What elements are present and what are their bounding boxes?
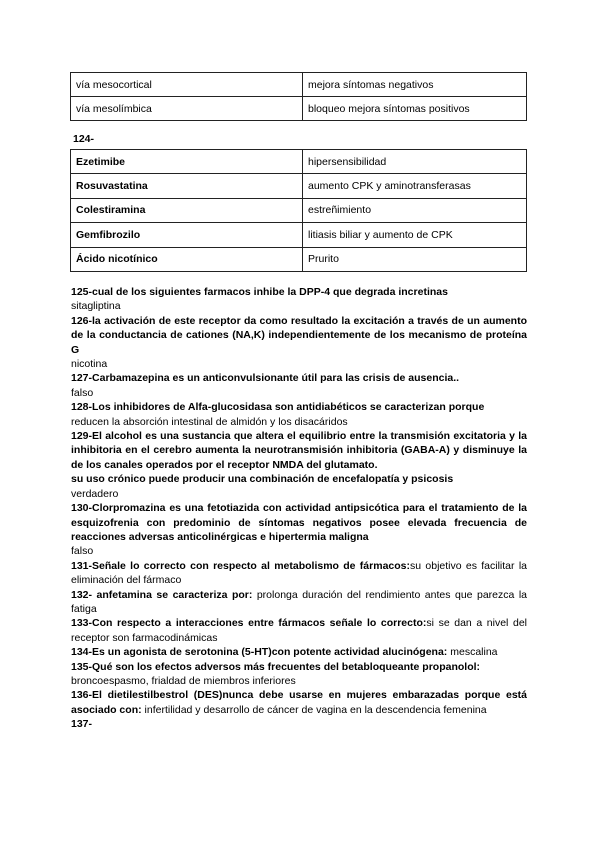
table-dopamine-pathways — [70, 72, 527, 121]
table-cell: hipersensibilidad — [303, 150, 527, 174]
table-cell: litiasis biliar y aumento de CPK — [303, 223, 527, 247]
table-row — [71, 97, 527, 121]
question-133-text: 133-Con respecto a interacciones entre fármacos señale lo correcto: — [71, 617, 427, 630]
question-129: 129-El alcohol es una sustancia que altera el equilibrio entre la transmisión excitatoria y la inhibitoria en el cerebro aumenta la neurotransmisión inhibitoria (GABA-A) y disminuye la de los canales operados por el receptor NMDA del glutamato. — [71, 430, 527, 471]
question-124-number: 124- — [73, 133, 95, 145]
question-127: 127-Carbamazepina es un anticonvulsionante útil para las crisis de ausencia.. — [71, 372, 460, 385]
table-cell: Prurito — [303, 247, 527, 271]
questions-list — [71, 285, 527, 732]
table-hypolipidemics — [70, 149, 527, 272]
answer-132: prolonga duración del rendimiento antes que parezca la fatiga — [71, 588, 527, 615]
answer-134: mescalina — [447, 646, 498, 659]
table-cell: vía mesocortical — [71, 73, 303, 97]
answer-129: verdadero — [71, 487, 119, 500]
answer-125: sitagliptina — [71, 300, 121, 313]
question-128: 128-Los inhibidores de Alfa-glucosidasa son antidiabéticos se caracterizan porque — [71, 401, 485, 414]
table-cell: bloqueo mejora síntomas positivos — [303, 97, 527, 121]
question-126: 126-la activación de este receptor da como resultado la excitación a través de un aumento de la conductancia de cationes (NA,K) independientemente de los mecanismo de proteína G — [71, 314, 527, 356]
question-134 — [71, 645, 527, 659]
table-cell: Gemfibrozilo — [71, 223, 303, 247]
table-cell: Ezetimibe — [71, 150, 303, 174]
table-cell: estreñimiento — [303, 198, 527, 222]
table-row — [71, 247, 527, 271]
answer-126: nicotina — [71, 358, 108, 371]
answer-131: su objetivo es facilitar la eliminación del fármaco — [71, 559, 527, 587]
question-132 — [71, 588, 527, 617]
answer-136: infertilidad y desarrollo de cáncer de vagina en la descendencia femenina — [141, 703, 487, 716]
question-129-part-2: su uso crónico puede producir una combinación de encefalopatía y psicosis — [71, 473, 454, 486]
question-137: 137- — [71, 718, 93, 731]
question-125: 125-cual de los siguientes farmacos inhibe la DPP-4 que degrada incretinas — [71, 286, 448, 298]
table-cell: aumento CPK y aminotransferasas — [303, 174, 527, 198]
answer-135: broncoespasmo, frialdad de miembros inferiores — [71, 674, 296, 687]
question-131-text: 131-Señale lo correcto con respecto al metabolismo de fármacos: — [71, 559, 410, 572]
question-131 — [71, 559, 527, 588]
question-135: 135-Qué son los efectos adversos más frecuentes del betabloqueante propanolol: — [71, 660, 481, 673]
table-row — [71, 73, 527, 97]
table-row — [71, 198, 527, 222]
table-cell: Ácido nicotínico — [71, 247, 303, 271]
table-cell: Colestiramina — [71, 198, 303, 222]
question-134-text: 134-Es un agonista de serotonina (5-HT)con potente actividad alucinógena: — [71, 646, 448, 659]
table-cell: vía mesolímbica — [71, 97, 303, 121]
question-130: 130-Clorpromazina es una fetotiazida con actividad antipsicótica para el tratamiento de la esquizofrenia con predominio de síntomas negativos posee elevada frecuencia de reacciones adversas anticolinérgicas e hipertermia maligna — [71, 502, 527, 543]
question-136 — [71, 688, 527, 717]
answer-127: falso — [71, 386, 94, 399]
answer-128: reducen la absorción intestinal de almidón y los disacáridos — [71, 415, 348, 428]
table-cell: mejora síntomas negativos — [303, 73, 527, 97]
question-136-text: 136-El dietilestilbestrol (DES)nunca debe usarse en mujeres embarazadas porque está asociado con: — [71, 689, 527, 716]
answer-130: falso — [71, 545, 94, 558]
table-row — [71, 223, 527, 247]
table-row — [71, 174, 527, 198]
answer-133: si se dan a nivel del receptor son farmacodinámicas — [71, 617, 527, 644]
table-cell: Rosuvastatina — [71, 174, 303, 198]
table-row — [71, 150, 527, 174]
question-132-text: 132- anfetamina se caracteriza por: — [71, 588, 253, 601]
question-133 — [71, 616, 527, 645]
